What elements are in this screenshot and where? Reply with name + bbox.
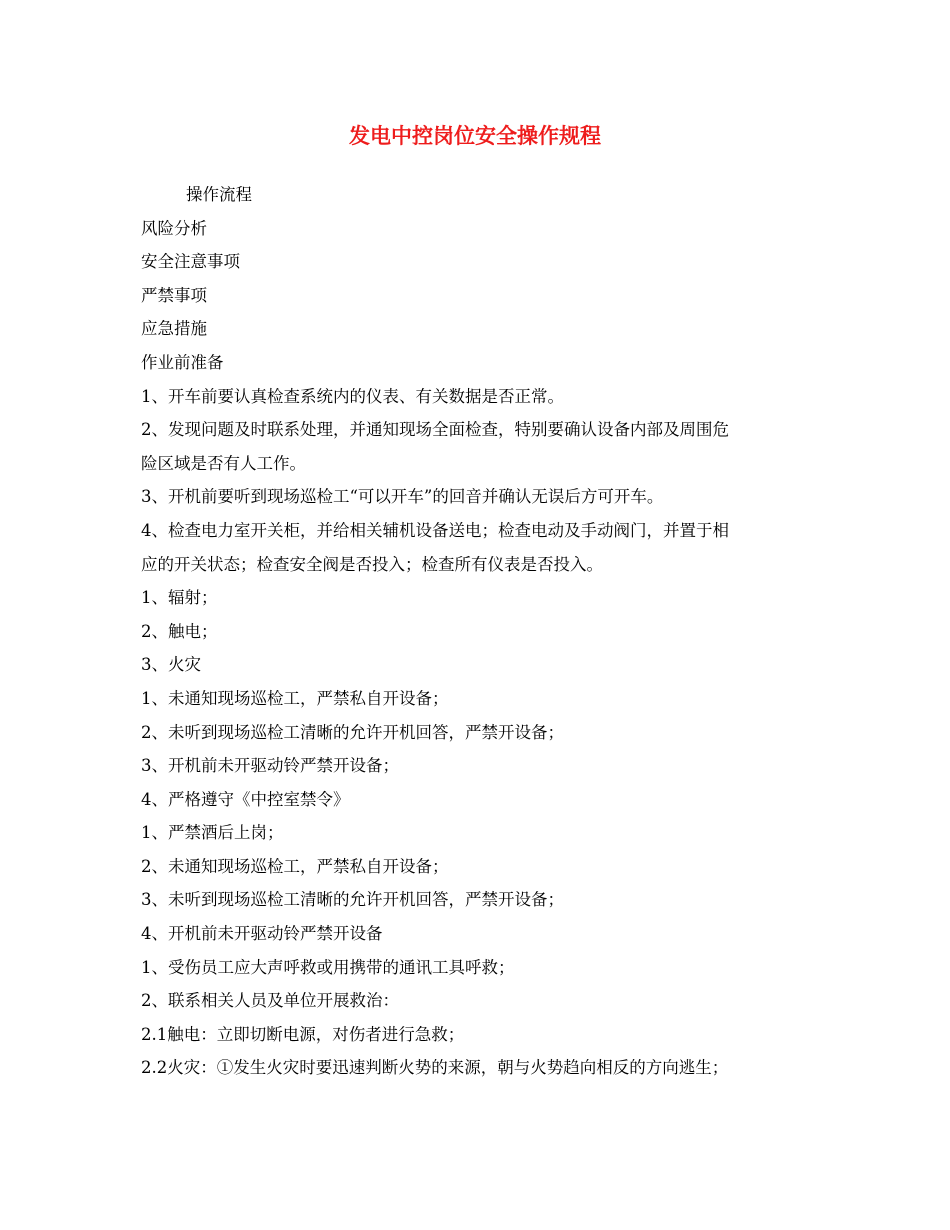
document-body	[141, 178, 813, 1085]
section-heading-prohibitions: 严禁事项	[141, 285, 207, 305]
text-line: 3、未听到现场巡检工清晰的允许开机回答，严禁开设备；	[141, 890, 564, 910]
text-line: 2、联系相关人员及单位开展救治：	[141, 991, 399, 1011]
text-line: 3、火灾	[141, 655, 201, 675]
text-line: 4、检查电力室开关柜，并给相关辅机设备送电；检查电动及手动阀门，并置于相	[141, 520, 729, 540]
document-title: 发电中控岗位安全操作规程	[349, 123, 601, 148]
section-heading-risk-analysis: 风险分析	[141, 218, 207, 238]
text-line: 2.1触电：立即切断电源，对伤者进行急救；	[141, 1024, 465, 1044]
text-line: 2、触电；	[141, 621, 218, 641]
section-heading-operation-flow: 操作流程	[186, 185, 252, 204]
section-heading-safety-notes: 安全注意事项	[141, 252, 240, 272]
text-line: 1、开车前要认真检查系统内的仪表、有关数据是否正常。	[141, 386, 564, 406]
section-heading-pre-work-preparation: 作业前准备	[141, 352, 224, 372]
text-line: 2、未通知现场巡检工，严禁私自开设备；	[141, 856, 449, 876]
section-heading-emergency-measures: 应急措施	[141, 319, 207, 339]
text-line: 险区域是否有人工作。	[141, 453, 306, 473]
text-line: 1、受伤员工应大声呼救或用携带的通讯工具呼救；	[141, 957, 515, 977]
text-line: 1、未通知现场巡检工，严禁私自开设备；	[141, 688, 449, 708]
text-line: 2、未听到现场巡检工清晰的允许开机回答，严禁开设备；	[141, 722, 564, 742]
text-line: 2.2火灾：①发生火灾时要迅速判断火势的来源，朝与火势趋向相反的方向逃生；	[141, 1058, 729, 1078]
text-line: 3、开机前未开驱动铃严禁开设备；	[141, 756, 399, 776]
text-line: 4、严格遵守《中控室禁令》	[141, 789, 350, 809]
text-line: 4、开机前未开驱动铃严禁开设备	[141, 924, 383, 944]
text-line: 2、发现问题及时联系处理，并通知现场全面检查，特别要确认设备内部及周围危	[141, 420, 729, 440]
text-line: 应的开关状态；检查安全阀是否投入；检查所有仪表是否投入。	[141, 554, 603, 574]
text-line: 1、严禁酒后上岗；	[141, 823, 284, 843]
text-line: 1、辐射；	[141, 588, 218, 608]
text-line: 3、开机前要听到现场巡检工“可以开车”的回音并确认无误后方可开车。	[141, 487, 664, 507]
